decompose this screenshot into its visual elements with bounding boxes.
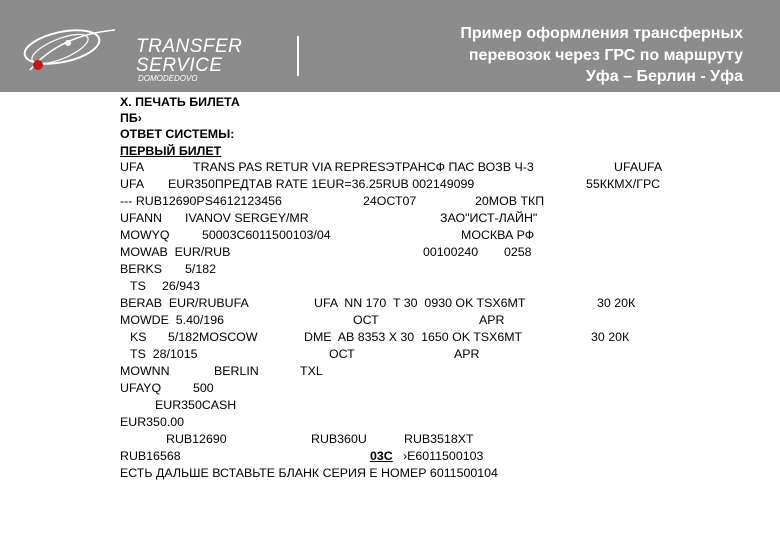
row-9-col-1: BERAB EUR/RUBUFA xyxy=(120,296,249,310)
row-13-col-3: TXL xyxy=(300,364,323,378)
row-6-col-2: 00100240 xyxy=(423,245,479,259)
page-title-line2: перевозок через ГРС по маршруту xyxy=(468,47,743,64)
row-10-col-2: ОСТ xyxy=(353,313,379,327)
row-16-col-1: EUR350.00 xyxy=(120,415,185,429)
row-2-col-2: EUR350ПРЕДТАВ RATE 1EUR=36.25RUB 002149099 xyxy=(168,177,475,191)
page-title-line3: Уфа – Берлин - Уфа xyxy=(585,68,743,85)
row-3-col-3: 20МОВ ТКП xyxy=(475,194,545,208)
row-7-col-2: 5/182 xyxy=(185,262,217,276)
row-11-col-2: 5/182MOSCOW xyxy=(168,330,258,344)
row-5-col-1: MOWYQ xyxy=(120,228,170,242)
header-divider xyxy=(297,36,299,76)
row-13-col-1: MOWNN xyxy=(120,364,170,378)
row-4-col-2: IVANOV SERGEY/MR xyxy=(185,211,309,225)
row-18-col-1: RUB16568 xyxy=(120,449,181,463)
logo-text-line3: DOMODEDOVO xyxy=(138,74,198,83)
row-17-col-3: RUB3518XT xyxy=(404,432,474,446)
row-9-col-3: 30 20К xyxy=(597,296,636,310)
header-banner xyxy=(0,0,780,92)
row-11-col-4: 30 20К xyxy=(591,330,630,344)
row-3-col-1: --- RUB12690PS4612123456 xyxy=(120,194,282,208)
row-17-col-2: RUB360U xyxy=(311,432,367,446)
doc-command: ПБ› xyxy=(120,111,142,125)
row-8-col-1: TS xyxy=(130,279,146,293)
row-4-col-1: UFANN xyxy=(120,211,162,225)
doc-response-label: ОТВЕТ СИСТЕМЫ: xyxy=(120,127,235,141)
row-10-col-3: APR xyxy=(479,313,505,327)
logo-text-line1: TRANSFER xyxy=(136,36,243,57)
row-10-col-1: MOWDE 5.40/196 xyxy=(120,313,224,327)
doc-first-ticket-label: ПЕРВЫЙ БИЛЕТ xyxy=(120,144,222,158)
row-15-col-1: EUR350CASH xyxy=(155,398,237,412)
row-3-col-2: 24ОСТ07 xyxy=(363,194,417,208)
doc-heading: Х. ПЕЧАТЬ БИЛЕТА xyxy=(120,95,240,109)
row-6-col-3: 0258 xyxy=(504,245,532,259)
row-7-col-1: BERKS xyxy=(120,262,163,276)
row-1-col-1: UFA xyxy=(120,160,145,174)
row-6-col-1: MOWAB EUR/RUB xyxy=(120,245,231,259)
row-2-col-3: 55ККМХ/ГРС xyxy=(586,177,661,191)
row-13-col-2: BERLIN xyxy=(214,364,259,378)
row-14-col-2: 500 xyxy=(193,381,214,395)
logo-text-line2: SERVICE xyxy=(136,55,223,76)
row-12-col-2: ОСТ xyxy=(329,347,355,361)
row-1-col-2: TRANS PAS RETUR VIA REPRESЭТРАНСФ ПАС ВОЗВ Ч-3 xyxy=(193,160,534,174)
row-1-col-3: UFAUFA xyxy=(614,160,663,174)
row-18-col-2: 03С xyxy=(370,449,393,463)
row-5-col-3: МОСКВА РФ xyxy=(461,228,535,242)
page-title-line1: Пример оформления трансферных xyxy=(460,25,743,42)
row-18-col-3: ›Е6011500103 xyxy=(403,449,484,463)
row-14-col-1: UFAYQ xyxy=(120,381,162,395)
row-11-col-3: DME AB 8353 X 30 1650 OK TSX6MT xyxy=(304,330,523,344)
row-9-col-2: UFA NN 170 T 30 0930 OK TSX6MT xyxy=(314,296,526,310)
row-12-col-1: TS 28/1015 xyxy=(130,347,198,361)
row-2-col-1: UFA xyxy=(120,177,145,191)
row-17-col-1: RUB12690 xyxy=(166,432,227,446)
row-5-col-2: 50003С6011500103/04 xyxy=(202,228,331,242)
row-12-col-3: APR xyxy=(454,347,480,361)
row-19-col-1: ЕСТЬ ДАЛЬШЕ ВСТАВЬТЕ БЛАНК СЕРИЯ Е НОМЕР 6011500104 xyxy=(120,466,498,480)
logo-swoosh-icon xyxy=(20,25,130,80)
row-11-col-1: KS xyxy=(130,330,147,344)
row-4-col-3: ЗАО"ИСТ-ЛАЙН" xyxy=(440,211,538,225)
row-8-col-2: 26/943 xyxy=(162,279,200,293)
